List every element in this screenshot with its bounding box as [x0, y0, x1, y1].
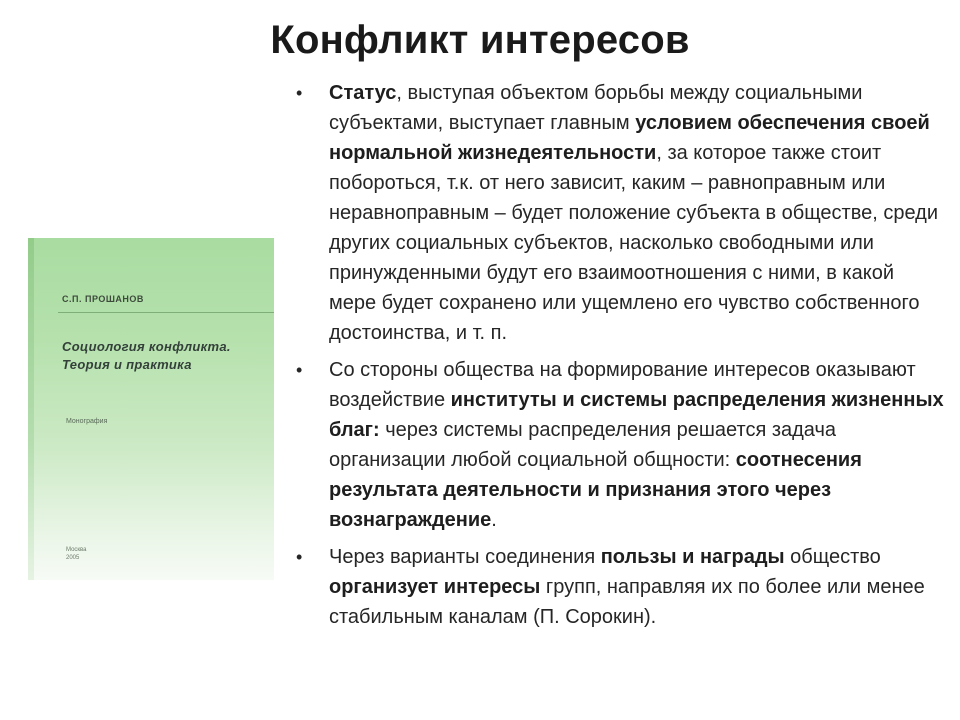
bullet-item: [296, 355, 946, 535]
book-city: Москва: [66, 547, 87, 553]
book-subtitle: Монография: [66, 418, 108, 425]
book-author: С.П. ПРОШАНОВ: [62, 294, 144, 304]
bullet-text: через системы распределения решается задача организации любой социальной общности:: [329, 419, 837, 471]
bullet-item: [296, 542, 946, 632]
bullet-marker: •: [296, 83, 303, 103]
book-year: 2005: [66, 555, 80, 561]
book-title: Социология конфликта. Теория и практика: [62, 339, 231, 372]
bullet-bold-text: Статус: [329, 82, 397, 104]
bullet-text: общество: [784, 546, 881, 568]
book-cover-image: [28, 238, 274, 580]
bullet-bold-text: соотнесения результата деятельности и признания этого через вознаграждение: [329, 449, 862, 531]
bullet-marker: •: [296, 360, 303, 380]
bullet-text: , за которое также стоит побороться, т.к. от него зависит, каким – равноправным или неравноправным – будет положение субъекта в обществе, среди других социальных субъектов, насколько свободными или принужденными будут его взаимоотношения с ними, в какой мере будет сохранено или ущемлено его чувство собственного достоинства, и т. п.: [329, 142, 939, 344]
bullet-text: групп, направляя их по более или менее стабильным каналам (П. Сорокин).: [329, 576, 925, 628]
bullet-item: [296, 78, 946, 348]
bullet-bold-text: пользы и награды: [600, 546, 785, 568]
book-divider: [58, 312, 274, 313]
bullet-list: [296, 78, 946, 639]
bullet-bold-text: организует интересы: [329, 576, 541, 598]
bullet-bold-text: условием обеспечения своей нормальной жизнедеятельности: [329, 112, 930, 164]
bullet-text: .: [491, 509, 497, 531]
book-spine: [28, 238, 34, 580]
bullet-text: Через варианты соединения: [329, 546, 601, 568]
bullet-marker: •: [296, 547, 303, 567]
slide-title: Конфликт интересов: [270, 18, 690, 62]
bullet-text: , выступая объектом борьбы между социальными субъектами, выступает главным: [329, 82, 863, 134]
bullet-text: Со стороны общества на формирование интересов оказывают воздействие: [329, 359, 916, 411]
book-imprint: [66, 546, 86, 562]
bullet-bold-text: институты и системы распределения жизненных благ:: [329, 389, 944, 441]
